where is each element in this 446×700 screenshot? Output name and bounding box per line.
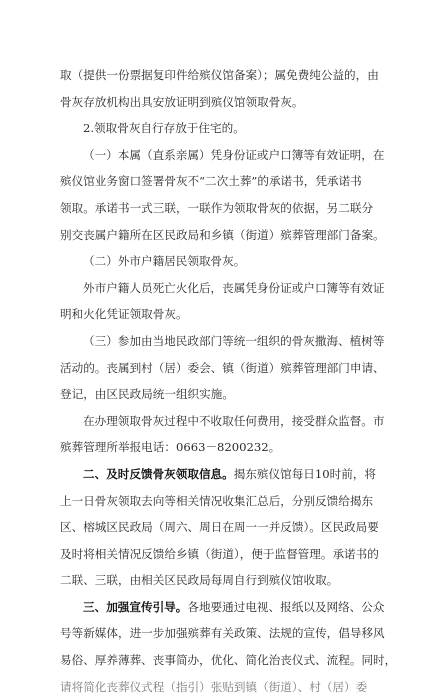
section-2-first-line [60, 461, 408, 488]
text-line-2: 骨灰存放机构出具安放证明到殡仪馆领取骨灰。 [60, 94, 304, 109]
text-line-7: 别交丧属户籍所在区民政局和乡镇（街道）殡葬管理部门备案。 [60, 227, 385, 242]
section-2-text: 揭东殡仪馆每日10时前，将 [233, 466, 377, 481]
text-line-3: 2.领取骨灰自行存放于住宅的。 [83, 121, 245, 136]
text-line-1: 取（提供一份票据复印件给殡仪馆备案）；属免费纯公益的，由 [60, 68, 379, 82]
text-line-8: （二）外市户籍居民领取骨灰。 [83, 254, 246, 269]
text-line-23: 易俗、厚养薄葬、丧事简办，优化、简化治丧仪式、流程。同时， [60, 653, 397, 668]
text-line-13: 登记，由区民政局统一组织实施。 [60, 387, 234, 402]
text-line-17: 上一日骨灰领取去向等相关情况收集汇总后，分别反馈给揭东 [60, 493, 374, 508]
section-heading-3: 三、加强宣传引导。 [83, 599, 188, 614]
text-line-9: 外市户籍人员死亡火化后，丧属凭身份证或户口簿等有效证 [83, 280, 385, 295]
text-line-18: 区、榕城区民政局（周六、周日在周一一并反馈）。区民政局要 [60, 520, 379, 535]
section-3-text: 各地要通过电视、报纸以及网络、公众 [187, 599, 385, 614]
section-heading-2: 二、及时反馈骨灰领取信息。 [83, 466, 234, 481]
text-line-15: 殡葬管理所举报电话：0663－8200232。 [60, 440, 281, 455]
text-line-6: 领取。承诺书一式三联，一联作为领取骨灰的依据，另二联分 [60, 200, 374, 215]
text-line-12: 活动的。丧属到村（居）委会、镇（街道）殡葬管理部门申请、 [60, 360, 385, 375]
text-line-14: 在办理领取骨灰过程中不收取任何费用，接受群众监督。市 [83, 413, 385, 428]
text-line-5: 殡仪馆业务窗口签署骨灰不“二次土葬”的承诺书，凭承诺书 [60, 174, 362, 189]
text-line-11: （三）参加由当地民政部门等统一组织的骨灰撒海、植树等 [83, 333, 385, 348]
section-3-first-line [60, 594, 408, 621]
text-line-19: 及时将相关情况反馈给乡镇（街道），便于监督管理。承诺书的 [60, 546, 379, 561]
text-line-22: 号等新媒体，进一步加强殡葬有关政策、法规的宣传，倡导移风 [60, 626, 385, 641]
text-line-20: 二联、三联，由相关区民政局每周自行到殡仪馆收取。 [60, 573, 339, 588]
text-line-10: 明和火化凭证领取骨灰。 [60, 307, 188, 322]
text-line-24: 请将简化丧葬仪式程（指引）张贴到镇（街道）、村（居）委 [60, 679, 368, 694]
text-line-4: （一）本属（直系亲属）凭身份证或户口簿等有效证明，在 [83, 147, 385, 162]
